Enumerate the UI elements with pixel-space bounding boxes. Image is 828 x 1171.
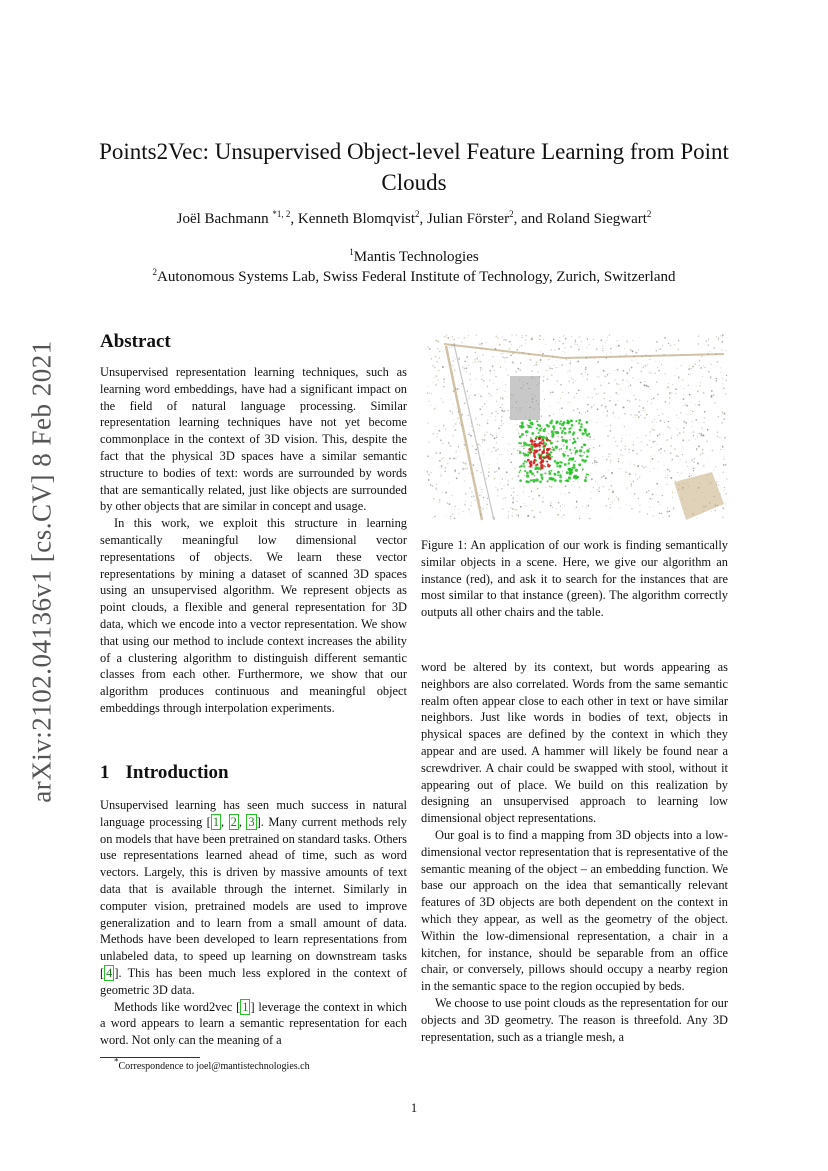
author-affiliation-mark: 2 — [509, 209, 514, 219]
page-number: 1 — [410, 1101, 418, 1115]
abstract-paragraph: Unsupervised representation learning techniques, such as learning word embeddings, have had a significant impact on the field of natural language processing. Similar representation learning techniques have not yet become commonplace in the context of 3D vision. This, despite the fact that the physical 3D spaces have a similar semantic structure to bodies of text: words are surrounded by words that are semantically related, just like objects are surrounded by other objects that are similar in concept and usage. — [100, 365, 407, 514]
affiliation-mark: 1 — [349, 247, 354, 257]
author-name: , Julian Förster — [419, 211, 510, 227]
arxiv-identifier: arXiv:2102.04136v1 [cs.CV] 8 Feb 2021 — [26, 340, 57, 803]
abstract-heading: Abstract — [100, 331, 171, 352]
author-list — [80, 211, 748, 228]
text-run: ]. Many current methods rely on models that have been pretrained on standard tasks. Others use representations learned ahead of time, such as word vectors. Largely, this is driven by massive amounts of text data that is available through the internet. Similarly in computer vision, pretrained models are used to improve generalization and to learn from a small amount of data. Methods have been developed to learn representations from unlabeled data, to speed up learning on downstream tasks [ — [100, 814, 408, 980]
section-number: 1 — [100, 762, 110, 783]
affiliation-1 — [80, 247, 748, 268]
affiliation-name: Mantis Technologies — [353, 249, 479, 265]
citation-link[interactable]: 1 — [242, 999, 249, 1014]
text-run: Methods like word2vec [ — [114, 999, 241, 1014]
author-name: Joël Bachmann — [176, 211, 273, 227]
text-run: ]. This has been much less explored in the context of geometric 3D data. — [100, 965, 407, 997]
abstract-paragraph: In this work, we exploit this structure in learning semantically meaningful low dimensional vector representations of objects. We learn these vector representations by mining a dataset of scanned 3D spaces using an unsupervised algorithm. We represent objects as point clouds, a flexible and general representation for 3D data, which we encode into a vector representation. We show that using our method to include context increases the ability of a clustering algorithm to distinguish different semantic classes from each other. Furthermore, we show that our algorithm produces continuous and meaningful object embeddings through interpolation experiments. — [100, 516, 407, 715]
author-affiliation-mark: 2 — [646, 209, 652, 219]
section-title: Introduction — [125, 762, 229, 783]
text-run: Unsupervised learning has seen much success in natural language processing [ — [100, 798, 407, 829]
body-paragraph: We choose to use point clouds as the representation for our objects and 3D geometry. The reason is threefold. Any 3D representation, such as a triangle mesh, a — [421, 995, 728, 1044]
right-column-body — [421, 659, 728, 1045]
intro-heading — [100, 762, 229, 784]
paper-title: Points2Vec: Unsupervised Object-level Feature Learning from Point Clouds — [99, 139, 729, 195]
citation-link[interactable]: 4 — [106, 965, 113, 980]
body-paragraph: word be altered by its context, but words appearing as neighbors are also correlated. Words from the same semantic realm often appear close to each other in text or have similar neighbors. Just like words in bodies of text, objects in physical spaces are defined by the context in which they appear and are used. A hammer will likely be found near a screwdriver. A chair could be swapped with stool, without it appearing out of place. We build on this realization by designing an unsupervised approach to learning low dimensional object representations. — [421, 660, 728, 826]
figure-1-caption: Figure 1: An application of our work is finding semantically similar objects in a scene. Here, we give our algorithm an instance (red), and ask it to search for the instances that are most similar to that instance (green). The algorithm correctly outputs all other chairs and the table. — [421, 538, 728, 620]
author-name: , and Roland Siegwart — [513, 211, 647, 227]
affiliation-mark: 2 — [152, 267, 158, 277]
author-affiliation-mark: 2 — [415, 209, 420, 219]
text-run: ] leverage the context in which a word appears to learn a semantic representation for each word. Not only can the meaning of a — [100, 999, 407, 1048]
footnote-mark: * — [114, 1056, 119, 1067]
footnote — [114, 1056, 310, 1072]
citation-link[interactable]: 2 — [230, 814, 237, 829]
author-name: , Kenneth Blomqvist — [290, 211, 415, 227]
affiliation-2 — [80, 267, 748, 288]
point-cloud-image — [424, 332, 730, 522]
figure-1-pointcloud — [424, 332, 730, 522]
citation-link[interactable]: 1 — [212, 814, 220, 829]
author-affiliation-mark: *1, 2 — [272, 209, 291, 219]
footnote-text: Correspondence to joel@mantistechnologies.ch — [118, 1061, 310, 1072]
intro-paragraph: Unsupervised learning has seen much success in natural language processing [ 1 , 2 , 3 ]. Many current methods rely on models that have been pretrained on standard tasks. Others use representations learned ahead of time, such as word vectors. Largely, this is driven by massive amounts of text data that is available through the internet. Similarly in computer vision, pretrained models are used to improve generalization and to learn from a small amount of data. Methods have been developed to learn representations from unlabeled data, to speed up learning on downstream tasks [ 4 ]. This has been much less explored in the context of geometric 3D data. — [100, 798, 408, 997]
intro-paragraph — [100, 999, 407, 1049]
abstract-body — [100, 364, 407, 717]
body-paragraph: Our goal is to find a mapping from 3D objects into a low-dimensional vector representation that is representative of the semantic meaning of the object – an embedding function. We base our approach on the idea that semantically relevant features of 3D objects are both dependent on the context in which they appear, as well as the geometry of the object. Within the low-dimensional representation, a chair in a kitchen, for instance, should be separable from an office chair, or conversely, pillows should occupy a nearby region in the semantic space to the region occupied by beds. — [421, 827, 728, 994]
affiliation-name: Autonomous Systems Lab, Swiss Federal Institute of Technology, Zurich, Switzerland — [157, 269, 676, 285]
citation-link[interactable]: 3 — [248, 814, 255, 829]
intro-body — [100, 797, 407, 1049]
